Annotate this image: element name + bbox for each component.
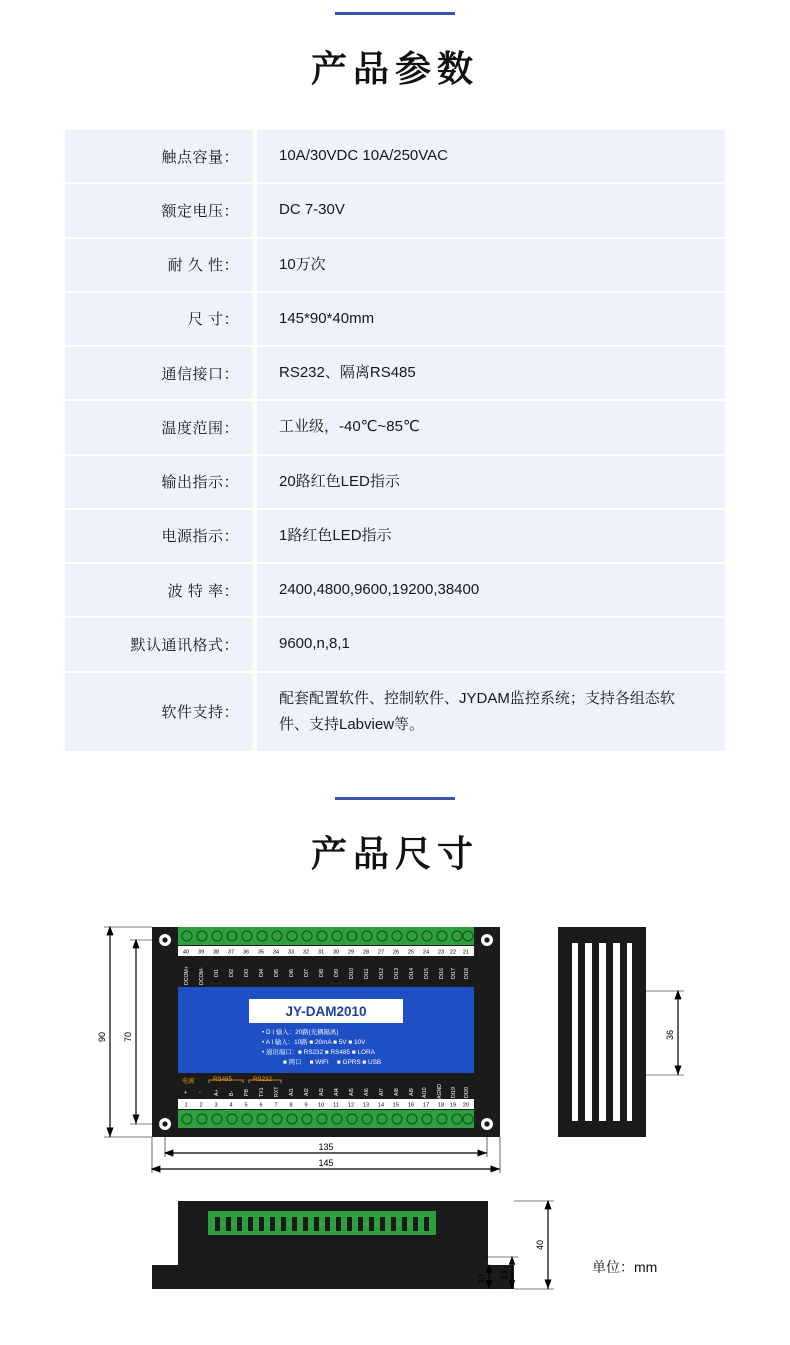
svg-text:12: 12: [347, 1102, 355, 1109]
svg-text:38: 38: [212, 949, 220, 956]
svg-text:DI16: DI16: [439, 968, 445, 979]
svg-text:DI4: DI4: [259, 968, 265, 977]
svg-text:AI1: AI1: [289, 1088, 295, 1096]
svg-text:34: 34: [272, 949, 280, 956]
svg-text:DI20: DI20: [464, 1087, 470, 1098]
svg-text:3: 3: [214, 1102, 218, 1109]
table-row: [65, 293, 725, 345]
table-row: [65, 130, 725, 182]
spec-value: 配套配置软件、控制软件、JYDAM监控系统；支持各组态软件、支持Labview等。: [257, 673, 725, 752]
svg-text:16: 16: [407, 1102, 415, 1109]
svg-text:36: 36: [242, 949, 250, 956]
svg-text:■ 网口 ■ WIFI ■ GPRS ■ USB: ■ 网口 ■ WIFI ■ GPRS ■ USB: [283, 1059, 382, 1066]
svg-text:90: 90: [97, 1031, 107, 1043]
svg-text:40: 40: [182, 949, 190, 956]
spec-value: DC 7-30V: [257, 184, 725, 236]
svg-text:DI18: DI18: [464, 968, 470, 979]
svg-text:11: 11: [333, 1102, 339, 1109]
svg-text:7: 7: [274, 1102, 278, 1109]
svg-text:17: 17: [422, 1102, 430, 1109]
table-row: [65, 184, 725, 236]
svg-text:A+: A+: [214, 1089, 220, 1096]
svg-text:26: 26: [392, 949, 400, 956]
spec-table: [65, 128, 725, 753]
svg-text:18: 18: [437, 1102, 445, 1109]
spec-key: 耐 久 性：: [65, 239, 253, 291]
drawing-svg: [0, 905, 790, 1345]
spec-key: 输出指示：: [65, 456, 253, 508]
section-divider-middle: [335, 797, 455, 800]
svg-text:-: -: [199, 1090, 201, 1096]
svg-text:AI9: AI9: [409, 1088, 415, 1096]
svg-text:32: 32: [302, 949, 310, 956]
svg-text:DI13: DI13: [394, 968, 400, 979]
svg-text:9: 9: [304, 1102, 308, 1109]
dimension-drawings: [0, 905, 790, 1345]
spec-key: 额定电压：: [65, 184, 253, 236]
table-row: [65, 239, 725, 291]
svg-text:DI9: DI9: [334, 968, 340, 977]
svg-text:DI15: DI15: [424, 968, 430, 979]
svg-text:AI8: AI8: [394, 1088, 400, 1096]
svg-text:AI5: AI5: [349, 1088, 355, 1096]
svg-text:20: 20: [462, 1102, 470, 1109]
svg-text:28: 28: [362, 949, 370, 956]
svg-text:AGND: AGND: [437, 1084, 443, 1099]
svg-text:23: 23: [437, 949, 445, 956]
svg-text:DI19: DI19: [451, 1087, 457, 1098]
svg-text:2: 2: [199, 1102, 203, 1109]
svg-text:AI3: AI3: [319, 1088, 325, 1096]
svg-text:33: 33: [287, 949, 295, 956]
svg-text:14: 14: [377, 1102, 385, 1109]
svg-text:4: 4: [229, 1102, 233, 1109]
page-title-dimensions: 产品尺寸: [310, 834, 479, 875]
svg-text:40: 40: [535, 1239, 545, 1251]
spec-value: 10A/30VDC 10A/250VAC: [257, 130, 725, 182]
svg-text:13: 13: [362, 1102, 370, 1109]
svg-text:PB: PB: [244, 1089, 250, 1096]
svg-text:DI3: DI3: [244, 968, 250, 977]
svg-text:37: 37: [227, 949, 235, 956]
svg-text:1: 1: [184, 1102, 188, 1109]
spec-value: RS232、隔离RS485: [257, 347, 725, 399]
table-row: [65, 564, 725, 616]
svg-text:+: +: [184, 1090, 188, 1096]
svg-text:TX1: TX1: [259, 1087, 265, 1097]
svg-text:AI4: AI4: [334, 1088, 340, 1096]
svg-text:DI5: DI5: [274, 968, 280, 977]
svg-text:8: 8: [289, 1102, 293, 1109]
spec-value: 10万次: [257, 239, 725, 291]
board-model-label: JY-DAM2010: [285, 1004, 367, 1019]
svg-text:RS485: RS485: [213, 1076, 232, 1083]
svg-text:DI2: DI2: [229, 968, 235, 977]
section-divider-top: [335, 12, 455, 15]
spec-key: 触点容量：: [65, 130, 253, 182]
svg-text:• D I 输入：20路(光耦隔离): • D I 输入：20路(光耦隔离): [262, 1029, 339, 1036]
table-row: [65, 618, 725, 670]
svg-text:RXT: RXT: [274, 1086, 280, 1097]
spec-value: 1路红色LED指示: [257, 510, 725, 562]
svg-text:DCOM-: DCOM-: [199, 967, 205, 985]
svg-text:31: 31: [317, 949, 325, 956]
spec-key: 软件支持：: [65, 673, 253, 752]
svg-text:145: 145: [318, 1158, 334, 1168]
unit-note: 单位：mm: [592, 1259, 658, 1275]
svg-text:36: 36: [665, 1029, 675, 1041]
svg-text:DI1: DI1: [214, 968, 220, 977]
svg-text:15: 15: [392, 1102, 400, 1109]
svg-text:35: 35: [257, 949, 265, 956]
spec-key: 尺 寸：: [65, 293, 253, 345]
spec-value: 20路红色LED指示: [257, 456, 725, 508]
svg-text:DI10: DI10: [349, 968, 355, 979]
svg-text:19: 19: [449, 1102, 457, 1109]
svg-text:21: 21: [462, 949, 470, 956]
svg-text:70: 70: [123, 1031, 133, 1043]
svg-text:• 通讯端口：■ RS232 ■ RS485 ■ LORA: • 通讯端口：■ RS232 ■ RS485 ■ LORA: [262, 1049, 375, 1056]
svg-text:DI11: DI11: [364, 968, 370, 979]
spec-key: 温度范围：: [65, 401, 253, 453]
svg-text:25: 25: [407, 949, 415, 956]
table-row: [65, 510, 725, 562]
table-row: [65, 347, 725, 399]
svg-text:DI12: DI12: [379, 968, 385, 979]
svg-text:DCOM+: DCOM+: [184, 966, 190, 985]
table-row: [65, 401, 725, 453]
svg-text:30: 30: [332, 949, 340, 956]
svg-text:DI8: DI8: [319, 968, 325, 977]
svg-text:10: 10: [317, 1102, 325, 1109]
svg-text:10: 10: [477, 1274, 486, 1284]
svg-text:24: 24: [422, 949, 430, 956]
svg-text:39: 39: [197, 949, 205, 956]
svg-text:29: 29: [347, 949, 355, 956]
svg-text:22: 22: [449, 949, 457, 956]
spec-key: 默认通讯格式：: [65, 618, 253, 670]
svg-text:135: 135: [318, 1142, 334, 1152]
svg-text:RS232: RS232: [253, 1076, 272, 1083]
svg-text:DI17: DI17: [451, 968, 457, 979]
spec-key: 电源指示：: [65, 510, 253, 562]
svg-text:27: 27: [377, 949, 385, 956]
svg-text:DI6: DI6: [289, 968, 295, 977]
spec-value: 9600,n,8,1: [257, 618, 725, 670]
svg-text:AI7: AI7: [379, 1088, 385, 1096]
table-row: [65, 456, 725, 508]
spec-value: 145*90*40mm: [257, 293, 725, 345]
spec-key: 通信接口：: [65, 347, 253, 399]
spec-value: 工业级，-40℃~85℃: [257, 401, 725, 453]
svg-text:6: 6: [259, 1102, 263, 1109]
svg-text:B-: B-: [229, 1090, 235, 1096]
product-spec-page: [0, 12, 790, 1345]
page-title-parameters: 产品参数: [310, 49, 479, 90]
table-row: [65, 673, 725, 752]
spec-key: 波 特 率：: [65, 564, 253, 616]
svg-text:DI14: DI14: [409, 968, 415, 979]
svg-text:DI7: DI7: [304, 968, 310, 977]
svg-text:电源: 电源: [182, 1078, 195, 1085]
svg-text:AI10: AI10: [422, 1087, 428, 1098]
svg-text:5: 5: [244, 1102, 248, 1109]
spec-value: 2400,4800,9600,19200,38400: [257, 564, 725, 616]
svg-text:13: 13: [500, 1270, 509, 1280]
svg-text:AI2: AI2: [304, 1088, 310, 1096]
svg-text:AI6: AI6: [364, 1088, 370, 1096]
svg-text:• A I 输入：10路 ■ 20mA ■ 5V ■ 10V: • A I 输入：10路 ■ 20mA ■ 5V ■ 10V: [262, 1039, 366, 1046]
